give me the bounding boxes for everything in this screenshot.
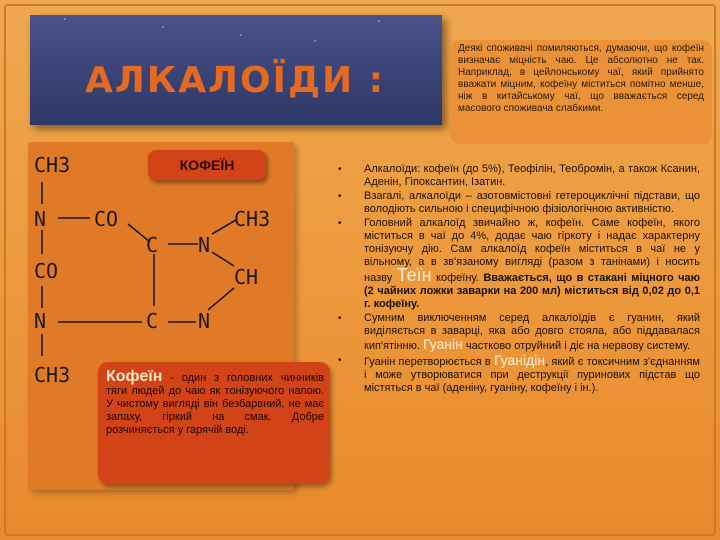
bullet-text: Гуанін перетворюється в bbox=[364, 356, 494, 368]
sparkle-icon: ˊ bbox=[238, 34, 243, 45]
formula-atom: N bbox=[198, 233, 211, 257]
caffeine-label: КОФЕЇН bbox=[148, 150, 266, 180]
tein-highlight: Теїн bbox=[396, 265, 432, 285]
bullet-text: частково отруйний і діє на нервову систему. bbox=[462, 340, 691, 352]
caffeine-lead: Кофеїн bbox=[106, 368, 163, 385]
bullet-icon: • bbox=[338, 191, 342, 202]
sparkle-icon: ˊ bbox=[160, 26, 165, 37]
list-item bbox=[330, 163, 700, 189]
list-item bbox=[330, 312, 700, 353]
bullet-icon: • bbox=[338, 313, 342, 324]
bullet-list bbox=[330, 163, 700, 493]
bullet-text: , який є токсичним з'єднанням і може утворюватися при деструкції пуринових підстав що містяться в чаї (аденіну, гуаніну, кофеїну і ін.). bbox=[364, 356, 700, 394]
bullet-text: Алкалоїди: кофеїн (до 5%), Теофілін, Теобромін, а також Ксанин, Аденін, Гіпоксантин, Ізатин. bbox=[364, 163, 700, 188]
sparkle-icon: ˊ bbox=[62, 18, 67, 29]
formula-atom: CH bbox=[234, 265, 259, 289]
bullet-text: кофеїну. bbox=[431, 272, 484, 284]
bullet-icon: • bbox=[338, 164, 342, 175]
sparkle-icon: ˊ bbox=[312, 40, 317, 51]
list-item bbox=[330, 217, 700, 311]
list-item bbox=[330, 190, 700, 216]
formula-atom: C bbox=[146, 233, 159, 257]
formula-atom: N bbox=[34, 207, 47, 231]
guanine-highlight: Гуанін bbox=[422, 336, 463, 352]
formula-atom: CO bbox=[94, 207, 119, 231]
bullet-text: Взагалі, алкалоїди – азотовмістовні гетероциклічні підстави, що володіють сильною і специфічною фізіологічною активністю. bbox=[364, 190, 700, 215]
note-text: Деякі споживачі помиляються, думаючи, що кофеїн визначає міцність чаю. Це абсолютно не так. Наприклад, в цейлонському чаї, який прийнято вважати міцним, кофеїну міститься помітно менше, ніж в китайському чаї, що вважається серед масового споживача слабкими. bbox=[450, 40, 712, 144]
slide-title: АЛКАЛОЇДИ : bbox=[85, 60, 386, 101]
formula-atom: CH3 bbox=[34, 153, 71, 177]
bullet-text-bold: Вважається, що в стакані міцного чаю (2 чайних ложки заварки на 200 мл) міститься від 0,02 до 0,1 г. кофеїну. bbox=[364, 272, 701, 310]
bullet-text: Головний алкалоїд звичайно ж, кофеїн. Саме кофеїн, якого міститься в чаї до 4%, додає чаю гіркоту і надає характерну тонізуючу дію. Сам алкалоїд кофеїн міститься в чаї не у вільному, а в зв'язаному вигляді (разом з танінами) і носить назву bbox=[364, 217, 700, 284]
guanidine-highlight: Гуанідін bbox=[493, 352, 546, 368]
formula-atom: N bbox=[198, 309, 211, 333]
bullet-icon: • bbox=[338, 355, 342, 366]
bullet-text: Сумним виключенням серед алкалоїдів є гуанин, який виділяється в заварці, яка або довго стояла, або піддавалася кип'ятінню. bbox=[364, 312, 700, 352]
formula-atom: CH3 bbox=[34, 363, 71, 387]
formula-atom: N bbox=[34, 309, 47, 333]
formula-atom: CO bbox=[34, 259, 59, 283]
list-item bbox=[330, 354, 700, 395]
caffeine-text: - один з головних чинників тяги людей до чаю як тонізуючого напою. У чистому вигляді він безбарвний, не має запаху, гіркий на смак. Добре розчиняється у гарячій воді. bbox=[106, 372, 324, 436]
caffeine-description bbox=[98, 362, 330, 484]
formula-atom: C bbox=[146, 309, 159, 333]
formula-atom: CH3 bbox=[234, 207, 271, 231]
sparkle-icon: ˊ bbox=[376, 20, 381, 31]
bullet-icon: • bbox=[338, 218, 342, 229]
